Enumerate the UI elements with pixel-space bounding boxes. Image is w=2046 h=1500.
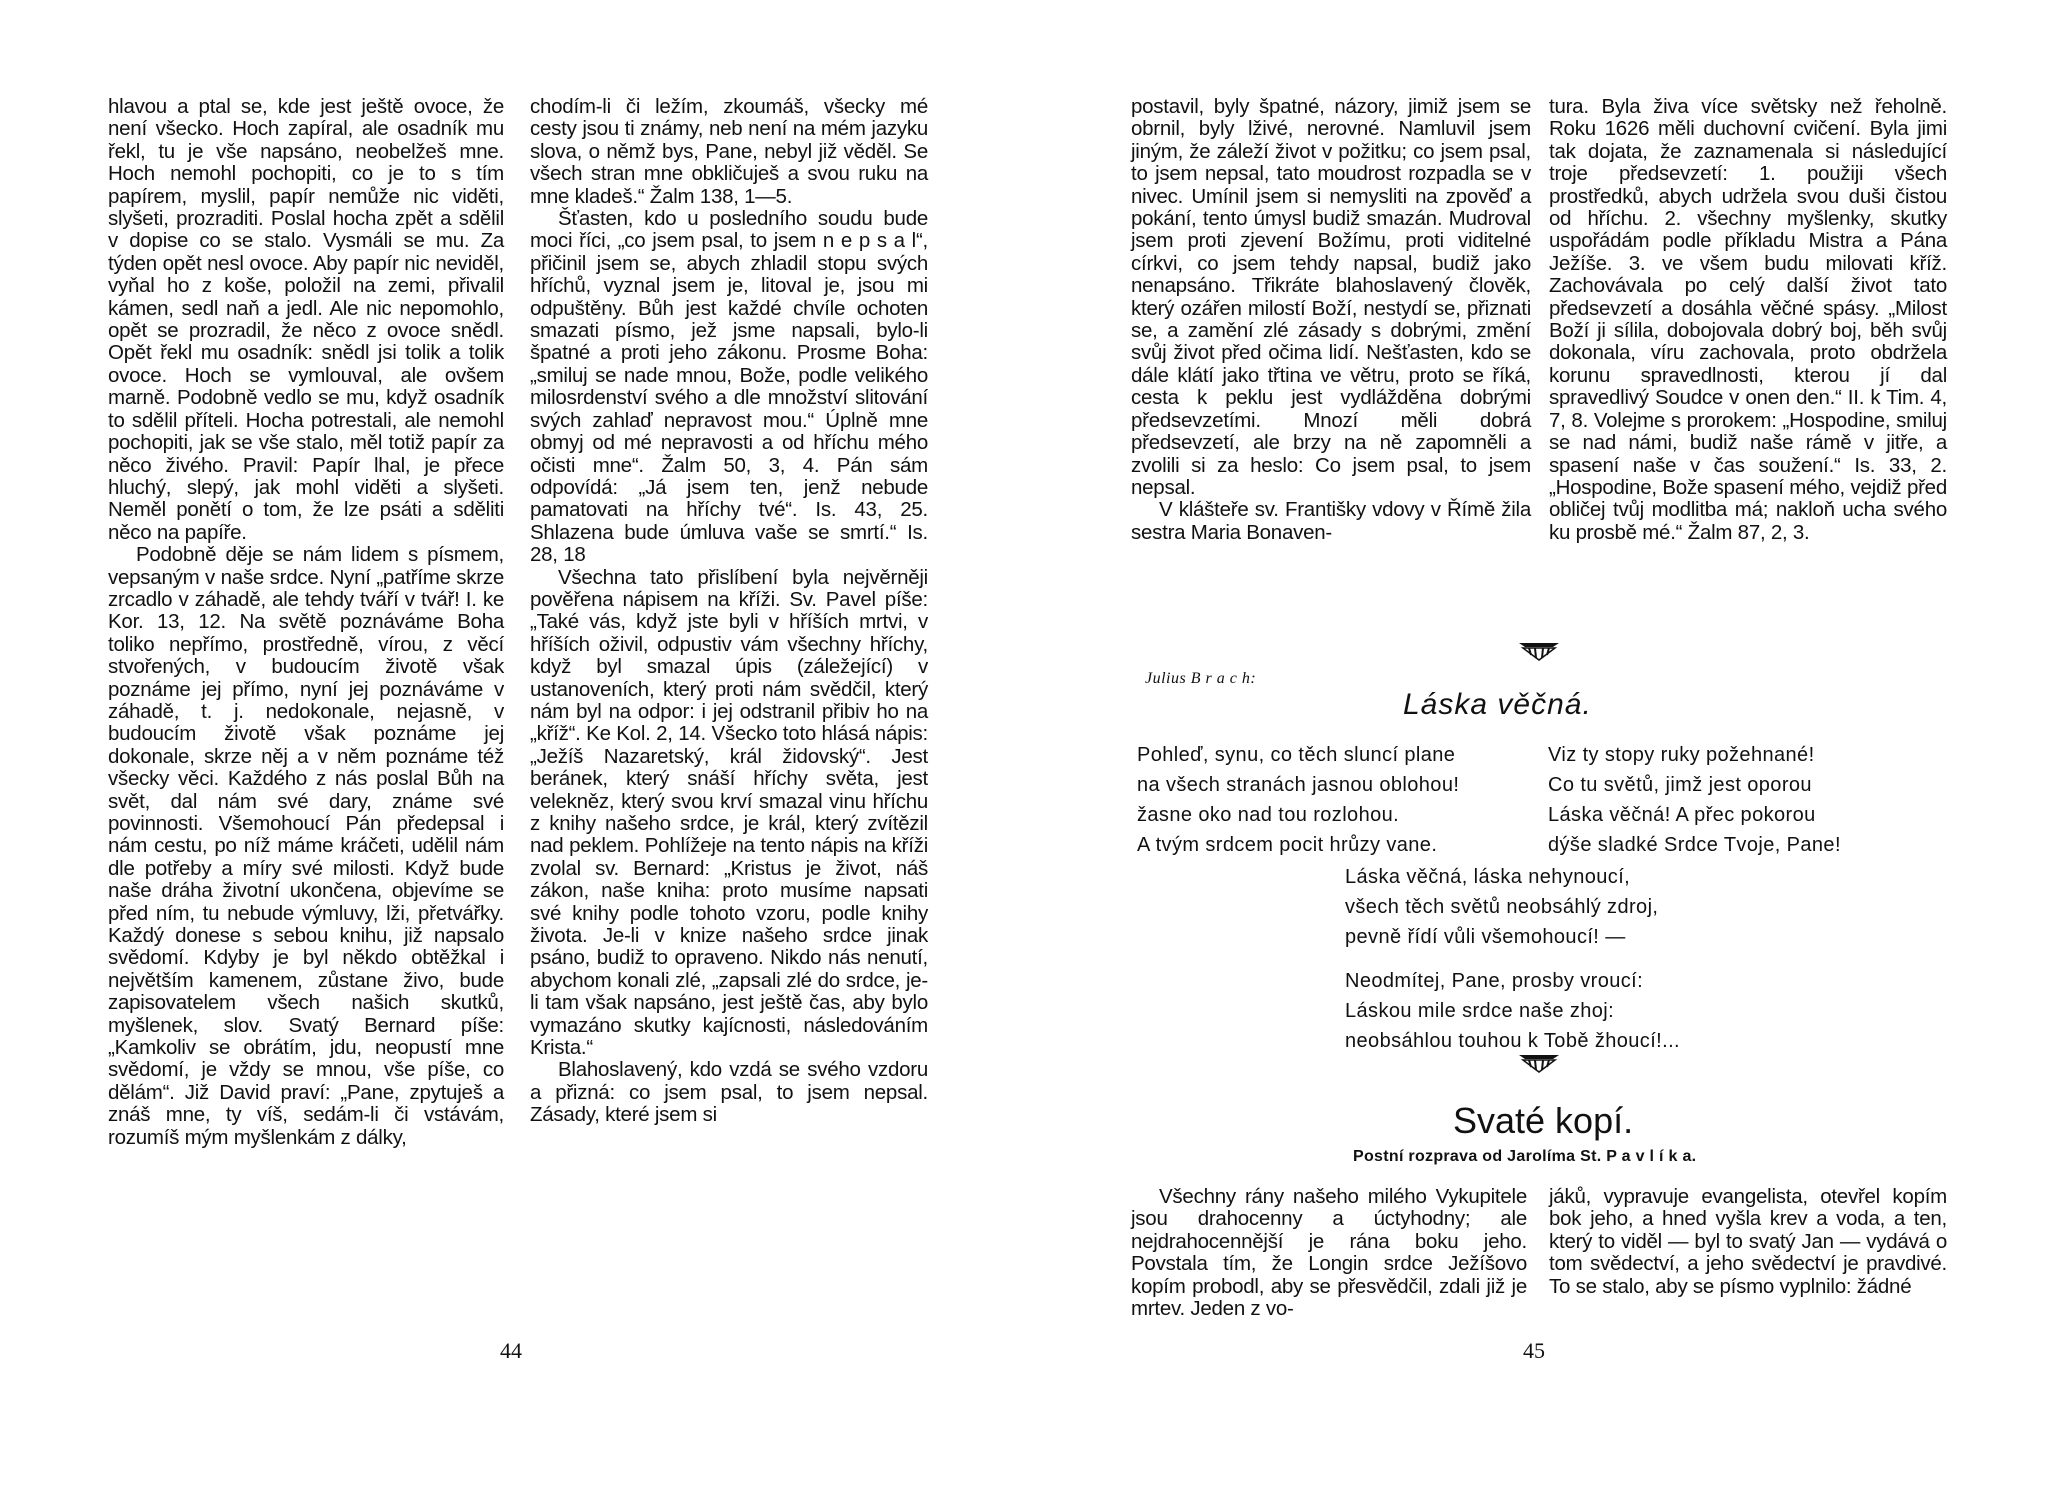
poem-stanza-4 [1345, 966, 1680, 1056]
section-subtitle: Postní rozprava od Jarolíma St. P a v l í k a. [1353, 1148, 1697, 1165]
poem-line: žasne oko nad tou rozlohou. [1137, 804, 1400, 826]
section-column-2 [1549, 1186, 1947, 1298]
poem-line: na všech stranách jasnou oblohou! [1137, 774, 1460, 796]
poem-line: Viz ty stopy ruky požehnané! [1548, 744, 1815, 766]
fleuron-ornament-icon [1517, 640, 1561, 662]
poem-stanza-1 [1137, 740, 1459, 860]
paragraph: Všechna tato přislíbení byla nejvěrněji pověřena nápisem na kříži. Sv. Pavel píše: „Také vás, když jste byli v hříších mrtvi, v hříších oživil, odpustiv vám všechny hříchy, když byl smazal úpis (záležející) v ustanoveních, který proti nám svědčil, který nám byl na odpor: i jej odstranil přibiv ho na „kříž“. Ke Kol. 2, 14. Všecko toto hlásá nápis: „Ježíš Nazaretský, král židovský“. Jest beránek, který snáší hříchy světa, jest velekněz, který svou krví smazal vinu hříchu z knihy našeho srdce, je král, který zvítězil nad peklem. Pohlížeje na tento nápis na kříži zvolal sv. Bernard: „Kristus je život, náš zákon, naše kniha: proto musíme napsati své knihy podle tohoto vzoru, podle knihy života. Je-li v knize našeho srdce jinak psáno, budiž to opraveno. Nikdo nás nenutí, abychom konali zlé, „zapsali zlé do srdce, je-li tam však napsáno, jest ještě čas, aby bylo vymazáno skutky kajícnosti, následováním Krista.“ [530, 565, 928, 1060]
poem-line: neobsáhlou touhou k Tobě žhoucí!... [1345, 1030, 1680, 1052]
poem-line: Láska věčná, láska nehynoucí, [1345, 866, 1631, 888]
right-page-column-1 [1131, 96, 1531, 544]
paragraph: chodím-li či ležím, zkoumáš, všecky mé cesty jsou ti známy, neb není na mém jazyku slova, o němž bys, Pane, nebyl již věděl. Se všech stran mne obkličuješ a svou ruku na mne kladeš.“ Žalm 138, 1—5. [530, 95, 928, 208]
paragraph: V klášteře sv. Františky vdovy v Římě žila sestra Maria Bonaven- [1131, 498, 1531, 544]
left-page-column-1 [108, 96, 504, 1149]
paragraph: Všechny rány našeho milého Vykupitele jsou drahocenny a úctyhodny; ale nejdrahocennější je rána boku jeho. Povstala tím, že Longin srdce Ježíšovo kopím probodl, aby se přesvědčil, zdali již je mrtev. Jeden z vo- [1131, 1185, 1527, 1321]
right-page-column-2 [1549, 96, 1947, 544]
poem-stanza-2 [1548, 740, 1841, 860]
poem-line: pevně řídí vůli všemohoucí! — [1345, 926, 1626, 948]
left-page-column-2 [530, 96, 928, 1127]
section-column-1 [1131, 1186, 1527, 1320]
section-title: Svaté kopí. [1453, 1100, 1634, 1141]
poem-line: dýše sladké Srdce Tvoje, Pane! [1548, 834, 1841, 856]
page-number-right: 45 [1523, 1338, 1545, 1363]
paragraph: hlavou a ptal se, kde jest ještě ovoce, že není všecko. Hoch zapíral, ale osadník mu řekl, tu je vše napsáno, neobelžeš mne. Hoch nemohl pochopiti, co je to s tím papírem, myslil, papír nemůže nic viděti, slyšeti, prozraditi. Poslal hocha zpět a sdělil v dopise co se stalo. Vysmáli se mu. Za týden opět nesl ovoce. Aby papír nic neviděl, vyňal ho z koše, položil na zemi, přivalil kámen, sedl naň a jedl. Ale nic nepomohlo, opět se prozradil, že něco z ovoce snědl. Opět řekl mu osadník: snědl jsi tolik a tolik ovoce. Hoch se vymlouval, ale ovšem marně. Podobně vedlo se mu, když osadník to sdělil příteli. Hocha potrestali, ale nemohl pochopiti, jak se vše stalo, měl totiž papír za něco živého. Pravil: Papír lhal, je přece hluchý, slepý, jak mohl viděti a slyšeti. Neměl ponětí o tom, že lze psáti a sděliti něco na papíře. [108, 95, 504, 544]
paragraph: jáků, vypravuje evangelista, otevřel kopím bok jeho, a hned vyšla krev a voda, a ten, který to viděl — byl to svatý Jan — vydává o tom svědectví, a jeho svědectví je pravdivé. To se stalo, aby se písmo vyplnilo: žádné [1549, 1185, 1947, 1298]
paragraph: tura. Byla živa více světsky než řeholně. Roku 1626 měli duchovní cvičení. Byla jimi tak dojata, že zaznamenala si následující troje předsevzetí: 1. použiji všech prostředků, abych udržela svou duši čistou od hříchu. 2. všechny myšlenky, skutky uspořádám podle příkladu Mistra a Pána Ježíše. 3. ve všem budu milovati kříž. Zachovávala po celý další život tato předsevzetí a dosáhla věčné spásy. „Milost Boží ji sílila, dobojovala dobrý boj, běh svůj dokonala, víru zachovala, proto obdržela korunu spravedlnosti, kterou jí dal spravedlivý Soudce v onen den.“ II. k Tim. 4, 7, 8. Volejme s prorokem: „Hospodine, smiluj se nad námi, budiž naše rámě v jitře, a spasení naše v čas soužení.“ Is. 33, 2. „Hospodine, Bože spasení mého, vejdiž před obličej tvůj modlitba má; nakloň ucha svého ku prosbě mé.“ Žalm 87, 2, 3. [1549, 95, 1947, 544]
poem-line: Láskou mile srdce naše zhoj: [1345, 1000, 1615, 1022]
poem-line: Láska věčná! A přec pokorou [1548, 804, 1816, 826]
fleuron-ornament-icon [1517, 1052, 1561, 1074]
poem-author: Julius B r a c h: [1145, 670, 1257, 687]
paragraph: postavil, byly špatné, názory, jimiž jsem se obrnil, byly lživé, nerovné. Namluvil jsem jiným, že záleží život v požitku; co jsem psal, to jsem nepsal, tato moudrost rozpadla se v nivec. Umínil jsem si nemysliti na zpověď a pokání, tento úmysl budiž smazán. Mudroval jsem proti zjevení Božímu, proti viditelné církvi, co jsem tehdy napsal, budiž jako nenapsáno. Třikráte blahoslavený člověk, který ozářen milostí Boží, nestydí se, přiznati se, a zamění zlé zásady s dobrými, změní svůj život před očima lidí. Nešťasten, kdo se dále klátí jako třtina ve větru, proto se říká, cesta k peklu jest vydlážděna dobrými předsevzetími. Mnozí měli dobrá předsevzetí, ale brzy na ně zapomněli a zvolili si za heslo: Co jsem psal, to jsem nepsal. [1131, 95, 1531, 499]
right-page [1023, 0, 2046, 1500]
poem-title: Láska věčná. [1403, 688, 1592, 721]
poem-stanza-3 [1345, 862, 1658, 952]
paragraph: Blahoslavený, kdo vzdá se svého vzdoru a přizná: co jsem psal, to jsem nepsal. Zásady, které jsem si [530, 1058, 928, 1127]
poem-line: Co tu světů, jimž jest oporou [1548, 774, 1812, 796]
paragraph: Šťasten, kdo u posledního soudu bude moci říci, „co jsem psal, to jsem n e p s a l“, přičinil jsem se, abych zhladil stopu svých hříchů, vyznal jsem je, litoval je, jsou mi odpuštěny. Bůh jest každé chvíle ochoten smazati písmo, jež jsme napsali, bylo-li špatné a proti jeho zákonu. Prosme Boha: „smiluj se nade mnou, Bože, podle velikého milosrdenství svého a dle množství slitování svých zahlaď nepravost mou.“ Úplně mne obmyj od mé nepravosti a od hříchu mého očisti mne“. Žalm 50, 3, 4. Pán sám odpovídá: „Já jsem ten, jenž nebude pamatovati na hříchy tvé“. Is. 43, 25. Shlazena bude úmluva vaše se smrtí.“ Is. 28, 18 [530, 207, 928, 567]
paragraph: Podobně děje se nám lidem s písmem, vepsaným v naše srdce. Nyní „patříme skrze zrcadlo v záhadě, ale tehdy tváří v tvář! I. ke Kor. 13, 12. Na světě poznáváme Boha toliko nepřímo, prostředně, vírou, z věcí stvořených, v budoucím životě však poznáme jej přímo, nyní jej poznáváme v záhadě, t. j. nedokonale, nejasně, v budoucím životě však poznáme jej dokonale, skrze něj a v něm poznáme též všecky věci. Každého z nás poslal Bůh na svět, dal nám své dary, známe své povinnosti. Všemohoucí Pán předepsal i nám cestu, po níž máme kráčeti, udělil nám dle potřeby a míry své milosti. Když bude naše dráha životní ukončena, objevíme se před ním, tu nebude výmluvy, lži, přetvářky. Každý donese s sebou knihu, již napsalo svědomí. Kdyby je byl někdo obtěžkal i největším kamenem, zůstane živo, bude zapisovatelem všech našich skutků, myšlenek, slov. Svatý Bernard píše: „Kamkoliv se obrátím, jdu, neopustí mne svědomí, je vždy se mnou, vše píše, co dělám“. Již David praví: „Pane, zpytuješ a znáš mne, ty víš, sedám-li či vstávám, rozumíš mým myšlenkám z dálky, [108, 543, 504, 1149]
poem-line: všech těch světů neobsáhlý zdroj, [1345, 896, 1659, 918]
poem-line: Neodmítej, Pane, prosby vroucí: [1345, 970, 1644, 992]
page-number-left: 44 [500, 1338, 522, 1363]
poem-line: A tvým srdcem pocit hrůzy vane. [1137, 834, 1438, 856]
poem-line: Pohleď, synu, co těch sluncí plane [1137, 744, 1456, 766]
